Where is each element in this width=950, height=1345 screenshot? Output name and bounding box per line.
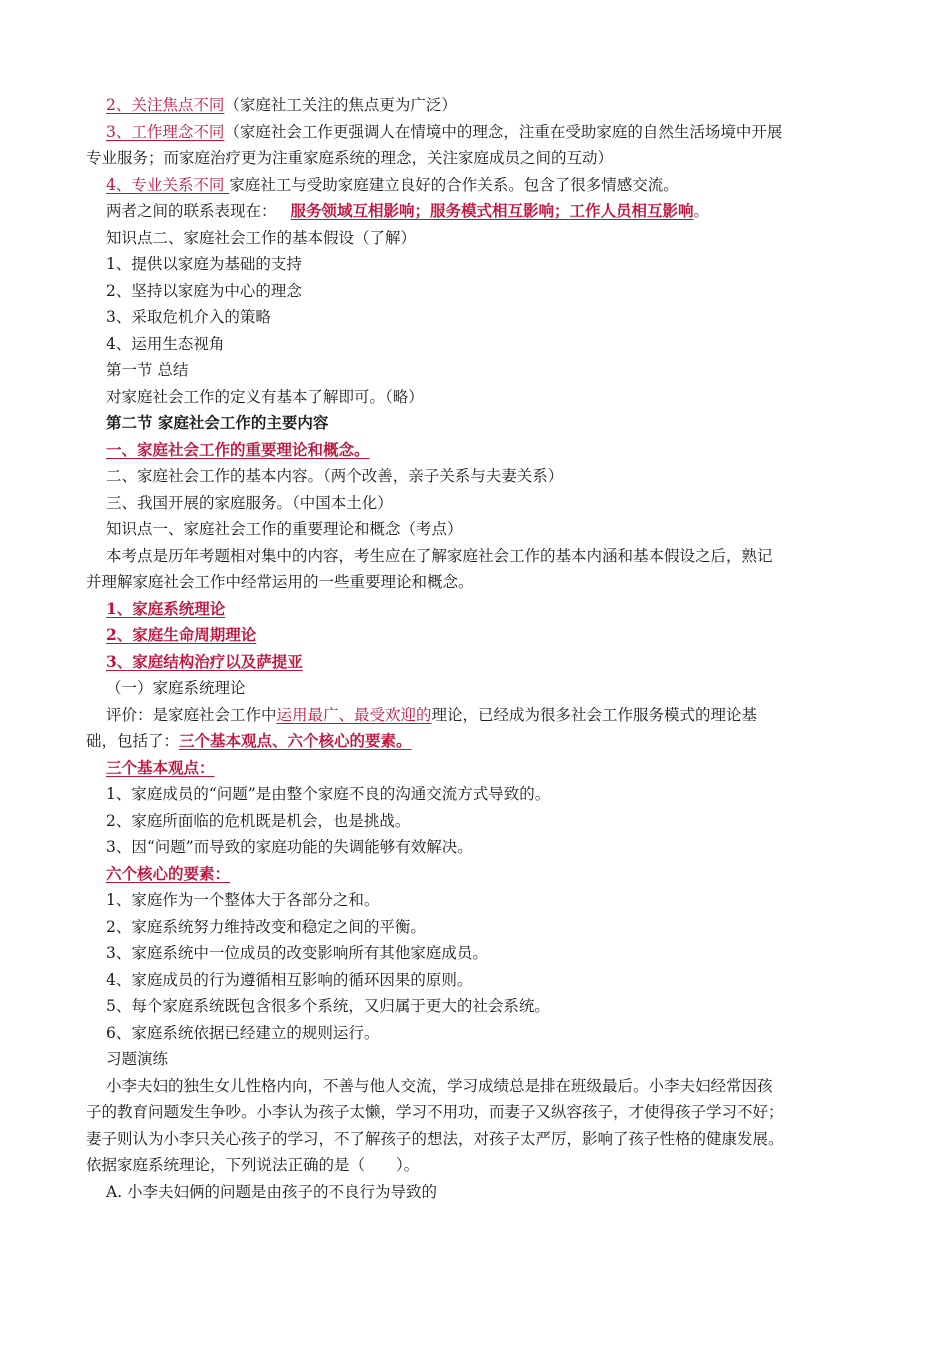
section-2-item-2: 二、家庭社会工作的基本内容。（两个改善，亲子关系与夫妻关系） <box>106 467 564 485</box>
core-element-5: 5、每个家庭系统既包含很多个系统，又归属于更大的社会系统。 <box>106 997 550 1015</box>
theory-2: 2、家庭生命周期理论 <box>106 625 257 644</box>
theory-1: 1、家庭系统理论 <box>106 598 226 618</box>
six-core-elements-heading: 六个核心的要素： <box>106 863 231 883</box>
exercise-question: 小李夫妇的独生女儿性格内向，不善与他人交流，学习成绩总是排在班级最后。小李夫妇经常因孩 <box>106 1076 773 1095</box>
knowledge-point-1-heading: 知识点一、家庭社会工作的重要理论和概念（考点） <box>106 520 463 538</box>
point-work-concept-differs: 3、工作理念不同（家庭社会工作更强调人在情境中的理念，注重在受助家庭的自然生活场境中开展 <box>106 122 783 141</box>
point-focus-differs: 2、关注焦点不同（家庭社工关注的焦点更为广泛） <box>106 96 457 114</box>
section-1-summary-heading: 第一节 总结 <box>106 361 189 379</box>
knowledge-point-2-heading: 知识点二、家庭社会工作的基本假设（了解） <box>106 228 417 247</box>
family-systems-theory-heading: （一）家庭系统理论 <box>106 679 246 697</box>
exercise-question-continued-2: 妻子则认为小李只关心孩子的学习，不了解孩子的想法，对孩子太严厉，影响了孩子性格的健康发展。 <box>86 1129 784 1148</box>
document-body <box>86 92 852 1205</box>
exercise-question-continued-3: 依据家庭系统理论，下列说法正确的是（ ）。 <box>86 1156 420 1174</box>
section-1-summary-text: 对家庭社会工作的定义有基本了解即可。（略） <box>106 387 424 406</box>
core-element-2: 2、家庭系统努力维持改变和稳定之间的平衡。 <box>106 917 426 936</box>
section-2-item-3: 三、我国开展的家庭服务。（中国本土化） <box>106 493 393 512</box>
evaluation-line: 评价：是家庭社会工作中运用最广、最受欢迎的理论，已经成为很多社会工作服务模式的理论基 <box>106 705 758 724</box>
basic-view-1: 1、家庭成员的“问题”是由整个家庭不良的沟通交流方式导致的。 <box>106 785 551 803</box>
exercise-question-continued-1: 子的教育问题发生争吵。小李认为孩子太懒，学习不用功，而妻子又纵容孩子，才使得孩子学习不好； <box>86 1103 784 1121</box>
basic-view-3: 3、因“问题”而导致的家庭功能的失调能够有效解决。 <box>106 838 473 856</box>
basic-view-2: 2、家庭所面临的危机既是机会，也是挑战。 <box>106 811 411 830</box>
core-element-4: 4、家庭成员的行为遵循相互影响的循环因果的原则。 <box>106 970 473 989</box>
assumption-3: 3、采取危机介入的策略 <box>106 308 271 326</box>
point-work-concept-continued: 专业服务；而家庭治疗更为注重家庭系统的理念，关注家庭成员之间的互动） <box>86 149 614 167</box>
section-2-heading: 第二节 家庭社会工作的主要内容 <box>106 413 329 432</box>
core-element-3: 3、家庭系统中一位成员的改变影响所有其他家庭成员。 <box>106 944 488 962</box>
exam-point-paragraph-continued: 并理解家庭社会工作中经常运用的一些重要理论和概念。 <box>86 573 474 591</box>
point-relationship-differs: 4、专业关系不同 家庭社工与受助家庭建立良好的合作关系。包含了很多情感交流。 <box>106 175 679 194</box>
exercise-heading: 习题演练 <box>106 1050 169 1068</box>
core-element-1: 1、家庭作为一个整体大于各部分之和。 <box>106 891 380 909</box>
assumption-4: 4、运用生态视角 <box>106 334 225 353</box>
assumption-1: 1、提供以家庭为基础的支持 <box>106 255 302 273</box>
three-basic-views-heading: 三个基本观点： <box>106 757 215 777</box>
theory-3: 3、家庭结构治疗以及萨提亚 <box>106 651 303 671</box>
exam-point-paragraph: 本考点是历年考题相对集中的内容，考生应在了解家庭社会工作的基本内涵和基本假设之后，熟记 <box>106 546 773 565</box>
section-2-item-1: 一、家庭社会工作的重要理论和概念。 <box>106 439 370 459</box>
exercise-option-a: A. 小李夫妇俩的问题是由孩子的不良行为导致的 <box>106 1182 438 1201</box>
evaluation-line-continued: 础，包括了：三个基本观点、六个核心的要素。 <box>86 731 412 750</box>
core-element-6: 6、家庭系统依据已经建立的规则运行。 <box>106 1023 380 1042</box>
assumption-2: 2、坚持以家庭为中心的理念 <box>106 281 302 300</box>
connection-line: 两者之间的联系表现在： 服务领域互相影响；服务模式相互影响；工作人员相互影响。 <box>106 201 710 220</box>
